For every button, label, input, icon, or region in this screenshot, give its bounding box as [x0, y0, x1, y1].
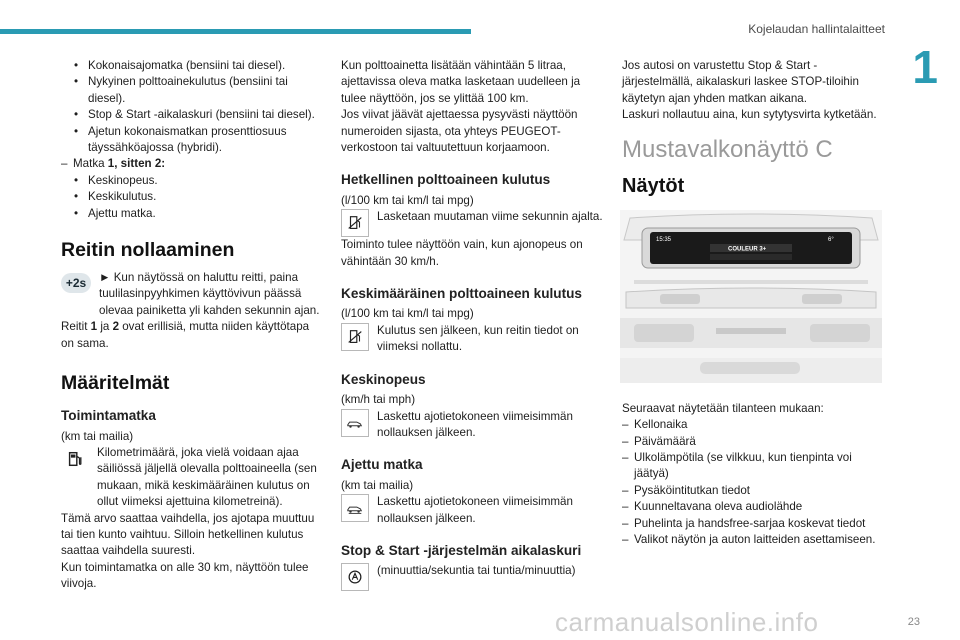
heading-range: Toimintamatka	[61, 408, 156, 424]
list-item: • Kokonaisajomatka (bensiini tai diesel).	[71, 58, 323, 74]
text-frag: 2	[112, 320, 120, 334]
page-number: 23	[907, 616, 920, 628]
stop-start-intro: Jos autosi on varustettu Stop & Start -järjestelmällä, aikalaskuri laskee STOP-tiloihin käytetyn ajan yhden matkan aikana.	[622, 59, 859, 105]
range-unit: (km tai mailia)	[61, 429, 134, 443]
heading-screens: Näytöt	[622, 175, 685, 198]
average-row	[341, 323, 603, 356]
column-2	[341, 58, 603, 591]
distance-unit: (km tai mailia)	[341, 478, 414, 492]
screen-temp: 6°	[828, 237, 834, 244]
instant-text-2: Toiminto tulee näyttöön vain, kun ajonopeus on vähintään 30 km/h.	[341, 238, 583, 268]
trip-prefix: Matka	[73, 157, 108, 171]
heading-instant-consumption: Hetkellinen polttoaineen kulutus	[341, 172, 551, 188]
list-item: – Ulkolämpötila (se vilkkuu, kun tienpinta voi jäätyä)	[622, 450, 884, 483]
heading-reset: Reitin nollaaminen	[61, 239, 235, 262]
trip-label: 1, sitten 2:	[107, 157, 166, 171]
instant-text: Lasketaan muutaman viime sekunnin ajalta.	[377, 210, 603, 224]
text-frag: Reitit	[61, 320, 91, 334]
list-item: – Päivämäärä	[622, 434, 884, 450]
running-header: Kojelaudan hallintalaitteet	[748, 22, 885, 36]
list-item: – Pysäköintitutkan tiedot	[622, 483, 884, 499]
refuel-text: Kun polttoainetta lisätään vähintään 5 litraa, ajettavissa oleva matka lasketaan uudelleen ja tulee näyttöön, jos se ylittää 100 km.	[341, 59, 581, 105]
press-2s-icon: +2s	[61, 273, 91, 293]
reset-row	[61, 271, 323, 319]
list-item: – Valikot näytön ja auton laitteiden asettamiseen.	[622, 532, 884, 548]
bullet-list-top	[61, 58, 323, 156]
screen-time: 15:35	[656, 237, 672, 244]
heading-definitions: Määritelmät	[61, 372, 170, 395]
dashes-text: Jos viivat jäävät ajettaessa pysyvästi näyttöön numeroiden sijasta, ota yhteys PEUGEOT-verkostoon tai valtuutettuun korjaamoon.	[341, 108, 578, 155]
list-item: • Nykyinen polttoainekulutus (bensiini tai diesel).	[71, 74, 323, 107]
distance-car-icon	[341, 494, 369, 522]
average-unit: (l/100 km tai km/l tai mpg)	[341, 307, 474, 321]
instant-unit: (l/100 km tai km/l tai mpg)	[341, 193, 474, 207]
reset-note	[61, 319, 323, 352]
trip-line	[61, 156, 323, 172]
text-frag: ovat erillisiä, mutta niiden käyttötapa on sama.	[61, 320, 310, 350]
fuel-average-icon	[341, 323, 369, 351]
fuel-pump-icon	[61, 445, 89, 473]
text-frag: 1	[90, 320, 98, 334]
list-item: • Stop & Start -aikalaskuri (bensiini tai diesel).	[71, 107, 323, 123]
reset-text: ► Kun näytössä on haluttu reitti, paina tuulilasinpyyhkimen käyttövivun päässä olevaa painiketta yli kahden sekunnin ajan.	[99, 271, 320, 317]
list-item: – Kellonaika	[622, 417, 884, 433]
heading-distance: Ajettu matka	[341, 457, 423, 473]
list-item: – Kuunneltavana oleva audiolähde	[622, 499, 884, 515]
list-item: • Ajettu matka.	[71, 206, 323, 222]
range-text-3: Kun toimintamatka on alle 30 km, näyttöön tulee viivoja.	[61, 560, 309, 591]
stop-start-reset: Laskuri nollautuu aina, kun sytytysvirta kytketään.	[622, 108, 877, 122]
column-1	[61, 58, 323, 593]
distance-text: Laskettu ajotietokoneen viimeisimmän nollauksen jälkeen.	[377, 495, 573, 525]
column-3	[622, 58, 884, 549]
screen-title: COULEUR 3+	[728, 246, 767, 253]
text-frag: ja	[97, 320, 113, 334]
range-row	[61, 445, 323, 511]
distance-row	[341, 494, 603, 527]
speed-car-icon	[341, 409, 369, 437]
dashboard-screen-illustration	[620, 210, 882, 383]
speed-unit: (km/h tai mph)	[341, 393, 416, 407]
speed-text: Laskettu ajotietokoneen viimeisimmän nollauksen jälkeen.	[377, 409, 573, 439]
heading-stop-start: Stop & Start -järjestelmän aikalaskuri	[341, 542, 582, 558]
heading-average-consumption: Keskimääräinen polttoaineen kulutus	[341, 286, 582, 302]
bullet-list-trip	[61, 173, 323, 222]
speed-row	[341, 409, 603, 442]
heading-average-speed: Keskinopeus	[341, 371, 426, 387]
displays-intro: Seuraavat näytetään tilanteen mukaan:	[622, 401, 824, 415]
chapter-number: 1	[912, 41, 938, 93]
instant-row	[341, 209, 603, 237]
stop-start-row	[341, 563, 603, 591]
list-item: • Keskinopeus.	[71, 173, 323, 189]
stop-start-text: (minuuttia/sekuntia tai tuntia/minuuttia)	[377, 564, 576, 578]
average-text: Kulutus sen jälkeen, kun reitin tiedot on viimeksi nollattu.	[377, 323, 579, 354]
list-item: – Puhelinta ja handsfree-sarjaa koskevat tiedot	[622, 516, 884, 532]
range-text-2: Tämä arvo saattaa vaihdella, jos ajotapa muuttuu tai tien kunto vaihtuu. Silloin hetkellinen kulutus saattaa vaihdella suuresti.	[61, 511, 315, 558]
watermark: carmanualsonline.info	[555, 607, 819, 637]
list-item: • Ajetun kokonaismatkan prosenttiosuus täyssähköajossa (hybridi).	[71, 124, 323, 157]
header-accent-bar	[0, 29, 471, 34]
stop-start-icon	[341, 563, 369, 591]
heading-mono-display: Mustavalkonäyttö C	[622, 135, 833, 163]
range-text: Kilometrimäärä, joka vielä voidaan ajaa säiliössä jäljellä olevalla polttoaineella (sen mukaan, mikä keskimääräinen kulutus on ollut viimeksi ajettuina kilometreinä).	[97, 445, 317, 509]
fuel-gauge-icon	[341, 209, 369, 237]
list-item: • Keskikulutus.	[71, 189, 323, 205]
